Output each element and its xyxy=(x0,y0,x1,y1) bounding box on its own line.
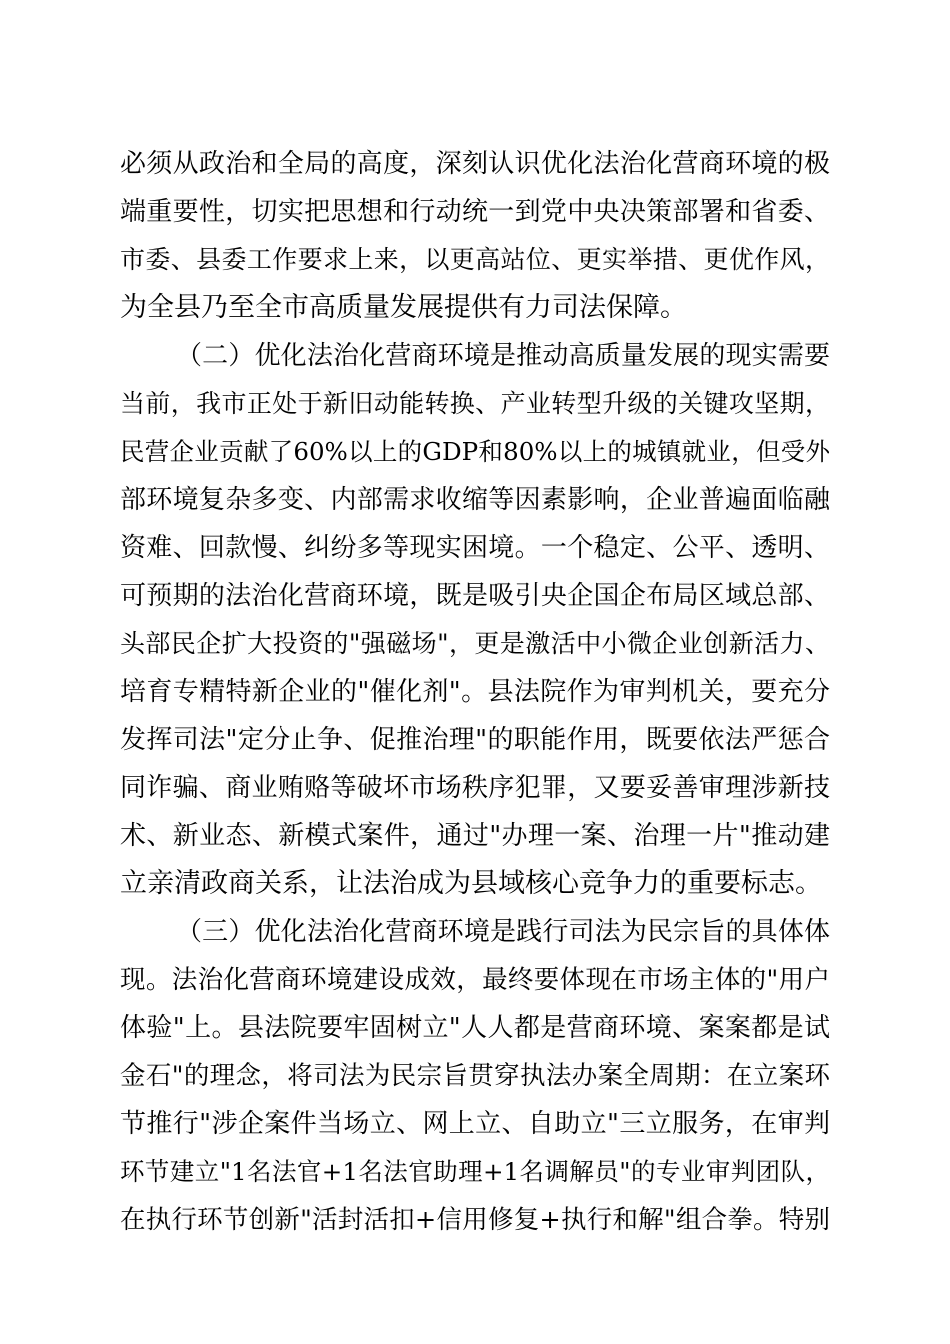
text-line-9: 资难、回款慢、纠纷多等现实困境。一个稳定、公平、透明、 xyxy=(120,533,830,563)
text-line-10: 可预期的法治化营商环境，既是吸引央企国企布局区域总部、 xyxy=(120,581,830,611)
text-line-6: 当前，我市正处于新旧动能转换、产业转型升级的关键攻坚期， xyxy=(120,389,830,418)
text-line-8: 部环境复杂多变、内部需求收缩等因素影响，企业普遍面临融 xyxy=(120,485,830,515)
text-line-22: 环节建立"1名法官+1名法官助理+1名调解员"的专业审判团队， xyxy=(120,1157,830,1186)
text-line-2: 端重要性，切实把思想和行动统一到党中央决策部署和省委、 xyxy=(120,197,830,227)
text-line-16: 立亲清政商关系，让法治成为县域核心竞争力的重要标志。 xyxy=(120,868,822,899)
text-line-1: 必须从政治和全局的高度，深刻认识优化法治化营商环境的极 xyxy=(120,149,830,179)
text-line-11: 头部民企扩大投资的"强磁场"，更是激活中小微企业创新活力、 xyxy=(120,629,830,658)
text-line-13: 发挥司法"定分止争、促推治理"的职能作用，既要依法严惩合 xyxy=(120,725,830,755)
text-line-7: 民营企业贡献了60%以上的GDP和80%以上的城镇就业，但受外 xyxy=(120,437,830,466)
text-line-21: 节推行"涉企案件当场立、网上立、自助立"三立服务，在审判 xyxy=(120,1109,830,1139)
section-heading-3: （三）优化法治化营商环境是践行司法为民宗旨的具体体 xyxy=(176,917,830,947)
text-line-4: 为全县乃至全市高质量发展提供有力司法保障。 xyxy=(120,292,687,323)
text-line-18: 现。法治化营商环境建设成效，最终要体现在市场主体的"用户 xyxy=(120,965,830,995)
text-line-19: 体验"上。县法院要牢固树立"人人都是营商环境、案案都是试 xyxy=(120,1013,830,1043)
text-line-23: 在执行环节创新"活封活扣+信用修复+执行和解"组合拳。特别 xyxy=(120,1205,830,1235)
text-line-3: 市委、县委工作要求上来，以更高站位、更实举措、更优作风， xyxy=(120,245,830,274)
text-line-12: 培育专精特新企业的"催化剂"。县法院作为审判机关，要充分 xyxy=(120,677,830,707)
section-heading-2: （二）优化法治化营商环境是推动高质量发展的现实需要 xyxy=(176,341,830,371)
text-line-14: 同诈骗、商业贿赂等破坏市场秩序犯罪，又要妥善审理涉新技 xyxy=(120,773,830,803)
text-line-15: 术、新业态、新模式案件，通过"办理一案、治理一片"推动建 xyxy=(120,821,830,851)
text-line-20: 金石"的理念，将司法为民宗旨贯穿执法办案全周期：在立案环 xyxy=(120,1061,830,1091)
